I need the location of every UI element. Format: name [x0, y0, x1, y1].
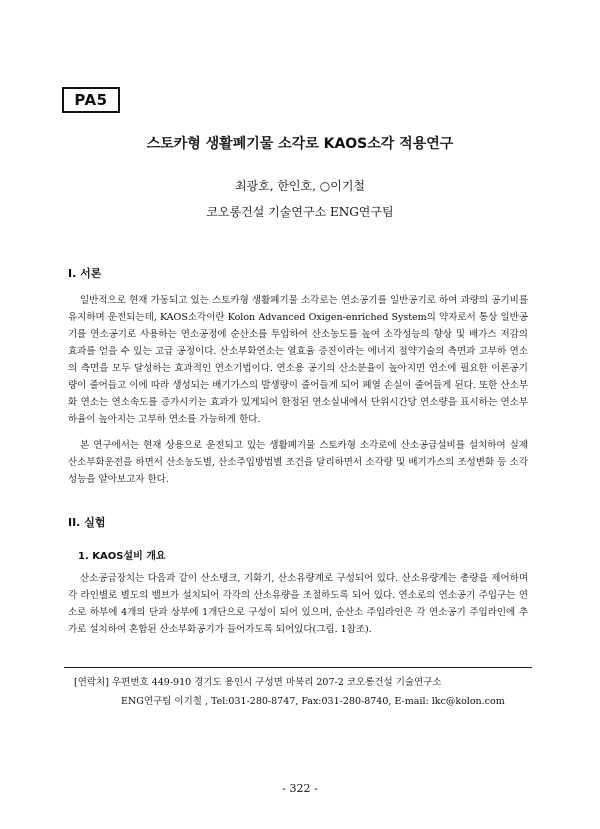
- paper-title: 스토카형 생활폐기물 소각로 KAOS소각 적용연구: [146, 136, 454, 152]
- contact-details: ENG연구팀 이기철 , Tel:031-280-8747, Fax:031-280-8740, E-mail: lkc@kolon.com: [121, 696, 505, 707]
- contact-info: [74, 673, 534, 711]
- author-list: 최광호, 한인호, ○이기철: [234, 179, 366, 193]
- page-number: - 322 -: [282, 782, 318, 795]
- footnote-divider: [64, 667, 532, 668]
- introduction-paragraph-1: 일반적으로 현재 가동되고 있는 스토카형 생활폐기물 소각로는 연소공기를 일반공기로 하여 과량의 공기비를 유지하며 운전되는데, KAOS소각이란 Kolon Advanced Oxigen-enriched System의 약자로서 통상 일반공기를 연소공기로 사용하는 연소공정에 순산소를 투입하여 산소농도를 높여 소각성능의 향상 및 배가스 저감의 효과를 얻을 수 있는 고급 공정이다. 산소부화연소는 열효율 증진이라는 에너지 절약기술의 측면과 고부하 연소의 측면을 모두 달성하는 효과적인 연소기법이다. 연소용 공기의 산소분율이 높아지면 연소에 필요한 이론공기량이 줄어들고 이에 따라 생성되는 배기가스의 발생량이 줄어들게 되어 폐열 손실이 줄어들게 된다. 또한 산소부화 연소는 연소속도를 증가시키는 효과가 있게되어 한정된 연소실내에서 단위시간당 연소량을 표시하는 연소부하율이 높아지는 고부하 연소를 가능하게 한다.: [68, 295, 528, 425]
- subsection-heading-kaos: 1. KAOS설비 개요: [78, 551, 166, 562]
- section-heading-introduction: I. 서론: [68, 267, 102, 280]
- section-heading-experiment: II. 실험: [68, 516, 106, 529]
- session-badge: PA5: [62, 87, 120, 113]
- affiliation: 코오롱건설 기술연구소 ENG연구팀: [206, 205, 394, 219]
- experiment-paragraph-1: 산소공급장치는 다음과 같이 산소탱크, 기화기, 산소유량계로 구성되어 있다. 산소유량계는 총량을 제어하며 각 라인별로 별도의 밸브가 설치되어 각각의 산소유량을 조절하도록 되어 있다. 연소로의 연소공기 주입구는 연소로 하부에 4개의 단과 상부에 1개단으로 구성이 되어 있으며, 순산소 주입라인은 각 연소공기 주입라인에 추가로 설치하여 혼합된 산소부화공기가 들어가도록 되어있다(그림. 1참조).: [68, 573, 528, 635]
- introduction-paragraph-2: 본 연구에서는 현재 상용으로 운전되고 있는 생활폐기물 스토카형 소각로에 산소공급설비를 설치하여 실제 산소부화운전을 하면서 산소농도별, 산소주입방법별 조건을 달리하면서 소각량 및 배기가스의 조성변화 등 소각성능을 알아보고자 한다.: [68, 440, 528, 485]
- contact-address: [연락처] 우편번호 449-910 경기도 용인시 구성면 마북리 207-2 코오롱건설 기술연구소: [74, 677, 442, 688]
